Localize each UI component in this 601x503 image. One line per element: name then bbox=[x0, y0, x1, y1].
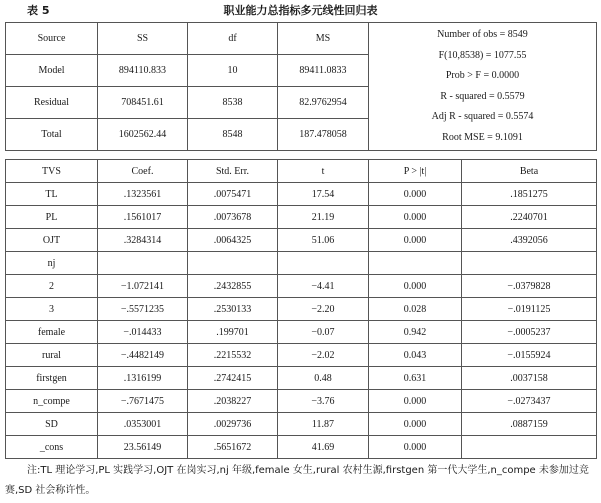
table-cell: .3284314 bbox=[98, 229, 188, 252]
table-cell: −.0005237 bbox=[462, 321, 597, 344]
anova-cell: 10 bbox=[188, 55, 278, 87]
table-cell: 3 bbox=[6, 298, 98, 321]
table-cell: .2530133 bbox=[188, 298, 278, 321]
table-row bbox=[6, 321, 597, 344]
table-row bbox=[6, 206, 597, 229]
table-cell: 0.000 bbox=[369, 436, 462, 459]
stat-line: Adj R - squared = 0.5574 bbox=[431, 111, 534, 122]
table-cell: .1561017 bbox=[98, 206, 188, 229]
stat-line: Number of obs = 8549 bbox=[437, 29, 528, 40]
table-cell: 21.19 bbox=[278, 206, 369, 229]
coef-header-cell: Beta bbox=[462, 160, 597, 183]
anova-cell: 708451.61 bbox=[98, 87, 188, 119]
table-cell: 0.48 bbox=[278, 367, 369, 390]
table-cell: 11.87 bbox=[278, 413, 369, 436]
table-cell: −.014433 bbox=[98, 321, 188, 344]
table-cell: −.0155924 bbox=[462, 344, 597, 367]
table-cell: n_compe bbox=[6, 390, 98, 413]
table-cell: SD bbox=[6, 413, 98, 436]
anova-cell: 894110.833 bbox=[98, 55, 188, 87]
table-cell: −4.41 bbox=[278, 275, 369, 298]
table-cell: firstgen bbox=[6, 367, 98, 390]
table-cell: .2742415 bbox=[188, 367, 278, 390]
table-cell bbox=[462, 436, 597, 459]
anova-header-cell: df bbox=[188, 23, 278, 55]
table-cell: .0073678 bbox=[188, 206, 278, 229]
table-row bbox=[6, 390, 597, 413]
table-cell: _cons bbox=[6, 436, 98, 459]
anova-cell: Residual bbox=[6, 87, 98, 119]
table-cell bbox=[462, 252, 597, 275]
coef-header-cell: Std. Err. bbox=[188, 160, 278, 183]
anova-cell: Total bbox=[6, 119, 98, 151]
table-cell: −.5571235 bbox=[98, 298, 188, 321]
stat-line: F(10,8538) = 1077.55 bbox=[438, 49, 527, 61]
anova-header-cell: SS bbox=[98, 23, 188, 55]
table-note: 注:TL 理论学习,PL 实践学习,OJT 在岗实习,nj 年级,female 女生,rural 农村生源,firstgen 第一代大学生,n_compe 未参加过竞赛,SD 社会称许性。 bbox=[5, 465, 589, 496]
table-cell bbox=[278, 252, 369, 275]
table-cell: −1.072141 bbox=[98, 275, 188, 298]
anova-header-row bbox=[6, 23, 597, 55]
table-cell: −.4482149 bbox=[98, 344, 188, 367]
table-cell bbox=[369, 252, 462, 275]
table-cell: female bbox=[6, 321, 98, 344]
table-cell: −.0379828 bbox=[462, 275, 597, 298]
table-cell bbox=[98, 252, 188, 275]
table-cell: −.0273437 bbox=[462, 390, 597, 413]
table-cell: −.0191125 bbox=[462, 298, 597, 321]
stat-line: R - squared = 0.5579 bbox=[440, 90, 525, 102]
anova-header-cell: MS bbox=[278, 23, 369, 55]
coef-header-cell: t bbox=[278, 160, 369, 183]
table-cell: .1323561 bbox=[98, 183, 188, 206]
table-cell: 23.56149 bbox=[98, 436, 188, 459]
table-cell: 17.54 bbox=[278, 183, 369, 206]
table-number: 表 5 bbox=[27, 4, 50, 17]
coefficient-table bbox=[5, 159, 597, 459]
table-cell: .0887159 bbox=[462, 413, 597, 436]
table-cell: .0353001 bbox=[98, 413, 188, 436]
anova-cell: 89411.0833 bbox=[278, 55, 369, 87]
table-cell: .2240701 bbox=[462, 206, 597, 229]
table-cell: .0029736 bbox=[188, 413, 278, 436]
anova-table bbox=[5, 22, 597, 151]
coef-header-cell: Coef. bbox=[98, 160, 188, 183]
anova-cell: 82.9762954 bbox=[278, 87, 369, 119]
table-cell: .1851275 bbox=[462, 183, 597, 206]
coef-header-cell: TVS bbox=[6, 160, 98, 183]
coef-header-cell: P > |t| bbox=[369, 160, 462, 183]
table-cell: 0.028 bbox=[369, 298, 462, 321]
table-row bbox=[6, 344, 597, 367]
table-cell: .0075471 bbox=[188, 183, 278, 206]
anova-cell: 8538 bbox=[188, 87, 278, 119]
table-row bbox=[6, 275, 597, 298]
table-cell: 0.631 bbox=[369, 367, 462, 390]
table-row bbox=[6, 229, 597, 252]
table-cell: PL bbox=[6, 206, 98, 229]
table-cell: .199701 bbox=[188, 321, 278, 344]
anova-cell: 1602562.44 bbox=[98, 119, 188, 151]
anova-cell: 8548 bbox=[188, 119, 278, 151]
table-cell: 0.000 bbox=[369, 275, 462, 298]
table-cell: 0.043 bbox=[369, 344, 462, 367]
table-row bbox=[6, 413, 597, 436]
table-cell: .1316199 bbox=[98, 367, 188, 390]
table-cell: .2432855 bbox=[188, 275, 278, 298]
anova-header-cell: Source bbox=[6, 23, 98, 55]
table-row bbox=[6, 183, 597, 206]
table-cell: 0.000 bbox=[369, 183, 462, 206]
table-cell: TL bbox=[6, 183, 98, 206]
coef-header-row bbox=[6, 160, 597, 183]
table-cell: 0.000 bbox=[369, 206, 462, 229]
table-row bbox=[6, 367, 597, 390]
table-cell: rural bbox=[6, 344, 98, 367]
table-cell: OJT bbox=[6, 229, 98, 252]
table-cell: −.7671475 bbox=[98, 390, 188, 413]
table-cell bbox=[188, 252, 278, 275]
table-cell: −3.76 bbox=[278, 390, 369, 413]
table-cell: .4392056 bbox=[462, 229, 597, 252]
table-cell: .0037158 bbox=[462, 367, 597, 390]
table-row bbox=[6, 436, 597, 459]
table-cell: .0064325 bbox=[188, 229, 278, 252]
table-row bbox=[6, 252, 597, 275]
stat-line: Prob > F = 0.0000 bbox=[445, 70, 520, 81]
table-cell: 0.000 bbox=[369, 229, 462, 252]
table-cell: −2.20 bbox=[278, 298, 369, 321]
table-cell: 51.06 bbox=[278, 229, 369, 252]
table-cell: −2.02 bbox=[278, 344, 369, 367]
table-row bbox=[6, 298, 597, 321]
table-cell: 0.000 bbox=[369, 413, 462, 436]
table-cell: .2038227 bbox=[188, 390, 278, 413]
table-cell: nj bbox=[6, 252, 98, 275]
table-caption: 职业能力总指标多元线性回归表 bbox=[223, 4, 378, 17]
table-cell: −0.07 bbox=[278, 321, 369, 344]
anova-cell: 187.478058 bbox=[278, 119, 369, 151]
table-cell: .5651672 bbox=[188, 436, 278, 459]
stat-line: Root MSE = 9.1091 bbox=[442, 131, 523, 143]
table-cell: 41.69 bbox=[278, 436, 369, 459]
table-cell: .2215532 bbox=[188, 344, 278, 367]
table-cell: 0.000 bbox=[369, 390, 462, 413]
model-fit-stats bbox=[369, 23, 597, 151]
table-cell: 0.942 bbox=[369, 321, 462, 344]
table-cell: 2 bbox=[6, 275, 98, 298]
anova-cell: Model bbox=[6, 55, 98, 87]
